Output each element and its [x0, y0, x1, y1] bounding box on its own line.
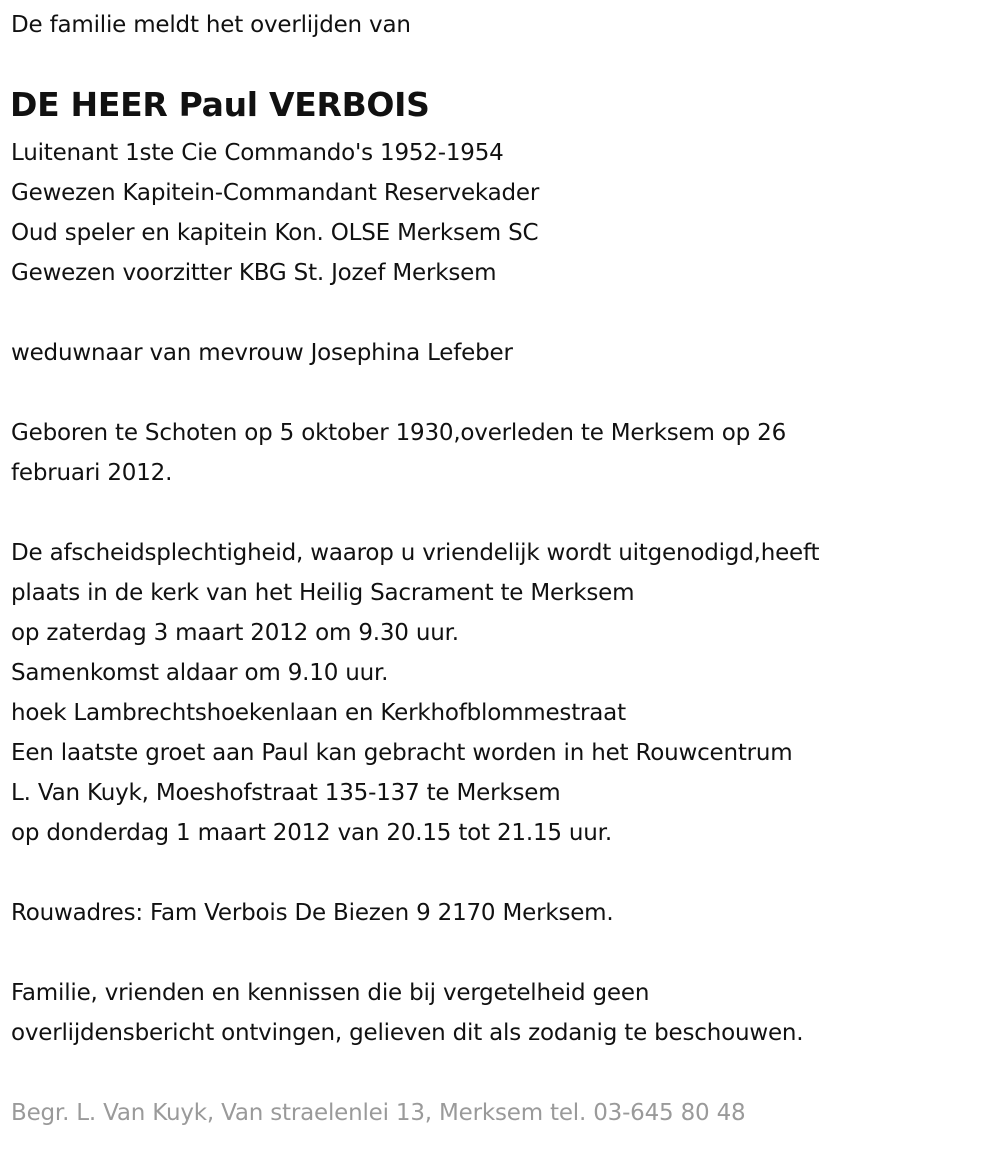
ceremony-line: op zaterdag 3 maart 2012 om 9.30 uur. — [11, 620, 459, 646]
ceremony-line: hoek Lambrechtshoekenlaan en Kerkhofblommestraat — [11, 700, 626, 726]
birth-death-line: februari 2012. — [11, 460, 173, 486]
funeral-director-footer: Begr. L. Van Kuyk, Van straelenlei 13, Merksem tel. 03-645 80 48 — [11, 1100, 746, 1126]
title-line: Oud speler en kapitein Kon. OLSE Merksem SC — [11, 220, 539, 246]
spouse-text: weduwnaar van mevrouw Josephina Lefeber — [11, 340, 513, 366]
title-line: Gewezen voorzitter KBG St. Jozef Merksem — [11, 260, 497, 286]
ceremony-line: plaats in de kerk van het Heilig Sacrament te Merksem — [11, 580, 635, 606]
title-line: Luitenant 1ste Cie Commando's 1952-1954 — [11, 140, 504, 166]
deceased-name: DE HEER Paul VERBOIS — [10, 85, 430, 124]
ceremony-line: L. Van Kuyk, Moeshofstraat 135-137 te Merksem — [11, 780, 561, 806]
ceremony-line: op donderdag 1 maart 2012 van 20.15 tot 21.15 uur. — [11, 820, 612, 846]
birth-death-line: Geboren te Schoten op 5 oktober 1930,overleden te Merksem op 26 — [11, 420, 787, 446]
intro-text: De familie meldt het overlijden van — [11, 12, 411, 38]
mourning-address: Rouwadres: Fam Verbois De Biezen 9 2170 Merksem. — [11, 900, 614, 926]
notice-line: overlijdensbericht ontvingen, gelieven dit als zodanig te beschouwen. — [11, 1020, 804, 1046]
ceremony-line: Samenkomst aldaar om 9.10 uur. — [11, 660, 389, 686]
ceremony-line: Een laatste groet aan Paul kan gebracht worden in het Rouwcentrum — [11, 740, 793, 766]
title-line: Gewezen Kapitein-Commandant Reservekader — [11, 180, 540, 206]
notice-line: Familie, vrienden en kennissen die bij vergetelheid geen — [11, 980, 650, 1006]
ceremony-line: De afscheidsplechtigheid, waarop u vriendelijk wordt uitgenodigd,heeft — [11, 540, 820, 566]
